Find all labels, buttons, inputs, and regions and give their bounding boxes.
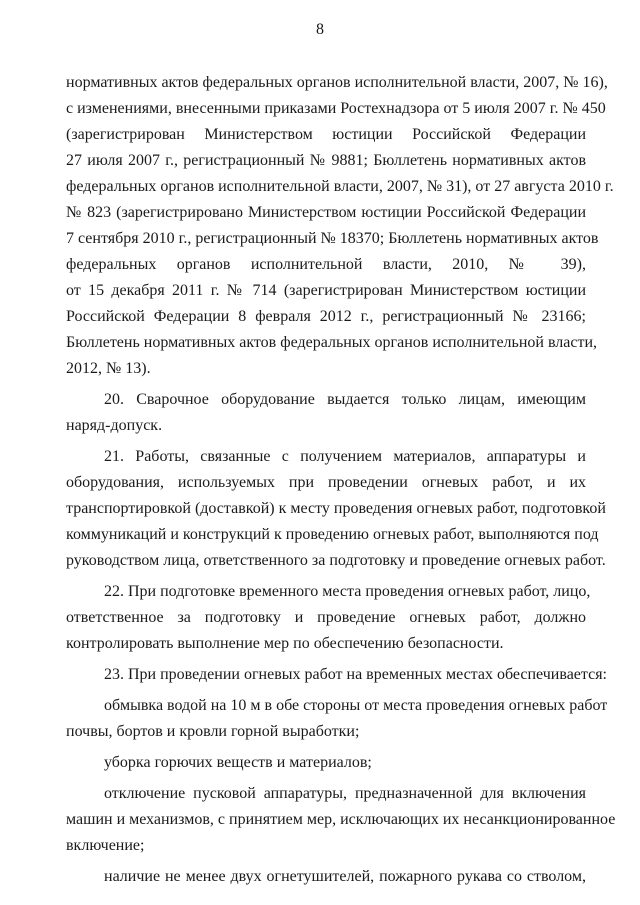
paragraph: [66, 70, 614, 382]
text-line: с изменениями, внесенными приказами Ростехнадзора от 5 июля 2007 г. № 450: [66, 100, 606, 117]
text-line: федеральных органов исполнительной власти, 2010, № 39),: [66, 256, 586, 273]
text-line: ответственное за подготовку и проведение огневых работ, должно: [66, 609, 586, 626]
text-line: № 823 (зарегистрировано Министерством юстиции Российской Федерации: [66, 204, 586, 221]
text-line: руководством лица, ответственного за подготовку и проведение огневых работ.: [66, 552, 606, 569]
text-line: 23. При проведении огневых работ на временных местах обеспечивается:: [104, 666, 607, 683]
document-body: [66, 70, 616, 890]
text-line: 7 сентября 2010 г., регистрационный № 18370; Бюллетень нормативных актов: [66, 230, 599, 247]
paragraph: [66, 387, 586, 439]
text-line: почвы, бортов и кровли горной выработки;: [66, 723, 360, 740]
text-line: 22. При подготовке временного места проведения огневых работ, лицо,: [104, 583, 591, 600]
text-line: оборудования, используемых при проведении огневых работ, и их: [66, 474, 586, 491]
text-line: транспортировкой (доставкой) к месту проведения огневых работ, подготовкой: [66, 500, 606, 517]
text-line: 21. Работы, связанные с получением материалов, аппаратуры и: [104, 448, 586, 465]
text-line: коммуникаций и конструкций к проведению огневых работ, выполняются под: [66, 526, 599, 543]
text-line: обмывка водой на 10 м в обе стороны от места проведения огневых работ: [104, 697, 608, 714]
paragraph: [66, 693, 608, 745]
text-line: Российской Федерации 8 февраля 2012 г., регистрационный № 23166;: [66, 308, 586, 325]
text-line: федеральных органов исполнительной власти, 2007, № 31), от 27 августа 2010 г.: [66, 178, 614, 195]
text-line: отключение пусковой аппаратуры, предназначенной для включения: [104, 785, 586, 802]
text-line: 20. Сварочное оборудование выдается только лицам, имеющим: [104, 391, 586, 408]
paragraph: [66, 864, 586, 890]
text-line: наряд-допуск.: [66, 417, 163, 434]
text-line: 27 июля 2007 г., регистрационный № 9881; Бюллетень нормативных актов: [66, 152, 586, 169]
paragraph: [66, 781, 616, 859]
text-line: нормативных актов федеральных органов исполнительной власти, 2007, № 16),: [66, 74, 608, 91]
text-line: от 15 декабря 2011 г. № 714 (зарегистрирован Министерством юстиции: [66, 282, 586, 299]
text-line: уборка горючих веществ и материалов;: [104, 754, 372, 771]
text-line: Бюллетень нормативных актов федеральных органов исполнительной власти,: [66, 334, 598, 351]
page-number: 8: [316, 21, 324, 38]
paragraph: [66, 750, 586, 776]
text-line: (зарегистрирован Министерством юстиции Российской Федерации: [66, 126, 586, 143]
text-line: 2012, № 13).: [66, 360, 151, 377]
text-line: контролировать выполнение мер по обеспечению безопасности.: [66, 635, 504, 652]
text-line: включение;: [66, 837, 145, 854]
paragraph: [66, 444, 606, 574]
paragraph: [66, 579, 591, 657]
text-line: машин и механизмов, с принятием мер, исключающих их несанкционированное: [66, 811, 616, 828]
text-line: наличие не менее двух огнетушителей, пожарного рукава со стволом,: [104, 868, 586, 885]
paragraph: [66, 662, 607, 688]
